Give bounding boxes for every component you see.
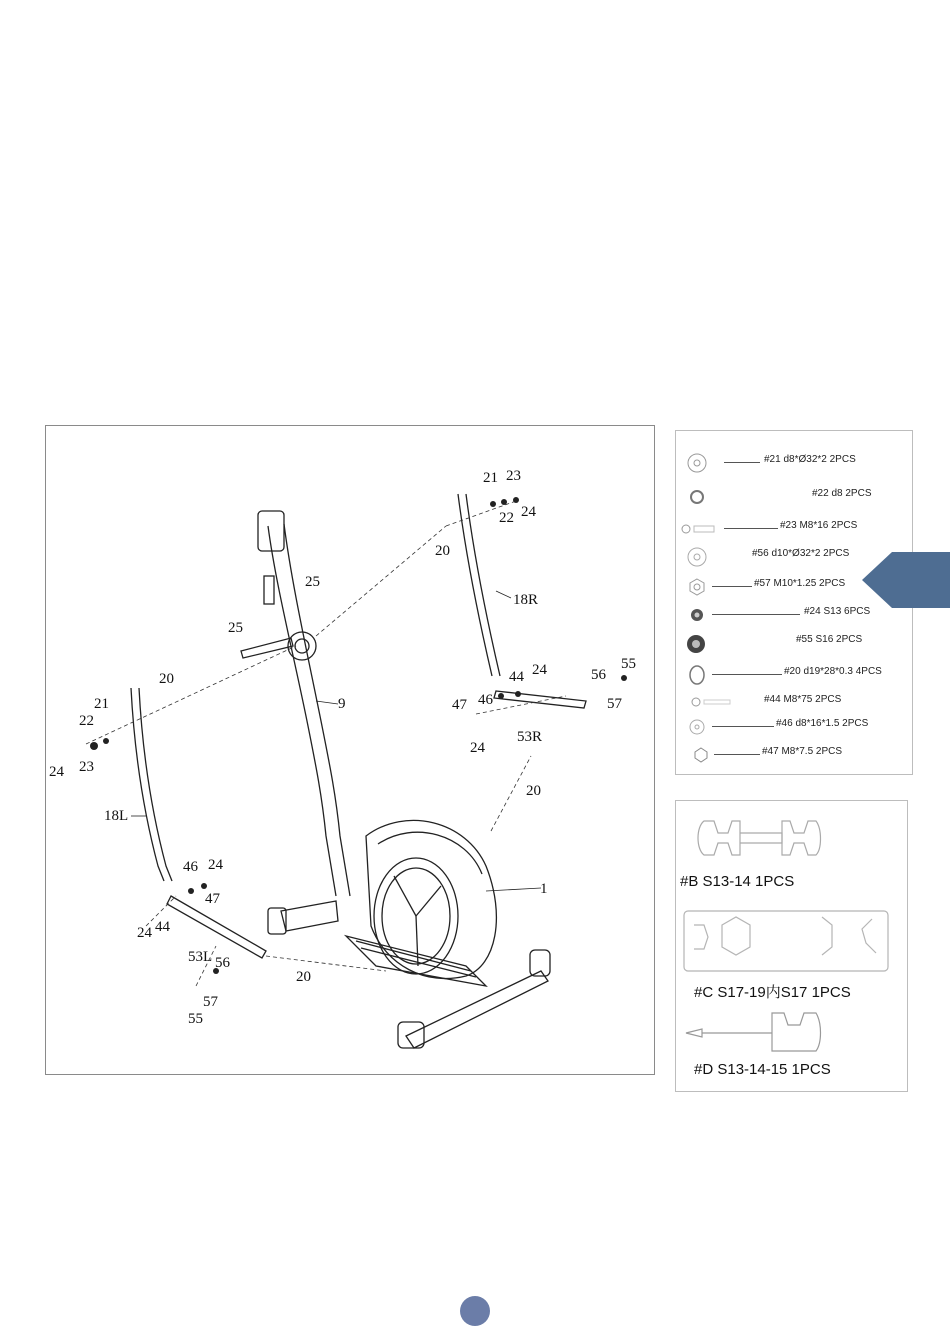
upright-post [268,526,336,896]
callout-21: 21 [483,470,498,486]
hardware-label: #24 S13 6PCS [804,606,871,617]
leader-line [724,528,778,529]
callout-21: 21 [94,696,109,712]
left-handlebar [131,688,164,881]
callout-20: 20 [296,969,311,985]
hardware-row [676,515,914,541]
tool-label: #C S17-19内S17 1PCS [694,984,851,1001]
spring-washer-icon [686,486,708,508]
callout-56: 56 [215,955,230,971]
hardware-row [676,713,914,739]
cap-nut-icon [686,604,708,626]
callout-20: 20 [435,543,450,559]
page-indicator-dot [460,1296,490,1326]
callout-24: 24 [532,662,547,678]
callout-24: 24 [137,925,152,941]
callout-56: 56 [591,667,606,683]
nut-icon [686,576,708,598]
wave-washer-icon [686,664,708,686]
callout-24: 24 [208,857,223,873]
hardware-label: #56 d10*Ø32*2 2PCS [752,548,850,559]
bolt-icon [690,692,736,712]
callout-46: 46 [478,692,493,708]
callout-44: 44 [509,669,524,685]
hardware-row [676,483,914,509]
callout-22: 22 [79,713,94,729]
leader-line [712,586,752,587]
leader-line [712,674,782,675]
hardware-row [676,629,914,655]
callout-55: 55 [621,656,636,672]
hardware-label: #47 M8*7.5 2PCS [762,746,843,757]
diagram-drawing [46,426,656,1076]
multi-wrench-icon [682,907,892,977]
nylon-nut-icon [690,744,712,766]
hardware-row [676,661,914,687]
callout-23: 23 [506,468,521,484]
leader-line [712,614,800,615]
hardware-label: #21 d8*Ø32*2 2PCS [764,454,856,465]
callout-18r: 18R [513,592,539,608]
flat-washer-icon [686,546,708,568]
tool-label: #D S13-14-15 1PCS [694,1061,831,1078]
callout-20: 20 [526,783,541,799]
callout-24: 24 [49,764,64,780]
callout-9: 9 [338,696,346,712]
callout-57: 57 [607,696,622,712]
callout-25: 25 [228,620,243,636]
callout-44: 44 [155,919,170,935]
screwdriver-wrench-icon [684,1009,824,1053]
callout-24: 24 [470,740,485,756]
hardware-label: #46 d8*16*1.5 2PCS [776,718,869,729]
hardware-label: #23 M8*16 2PCS [780,520,858,531]
right-handlebar [458,494,492,676]
hardware-row [676,449,914,475]
callout-1: 1 [540,881,548,897]
hardware-row [676,689,914,715]
callout-24: 24 [521,504,536,520]
callout-53l: 53L [188,949,213,965]
callout-57: 57 [203,994,218,1010]
front-stabilizer [406,971,548,1048]
callout-20: 20 [159,671,174,687]
callout-55: 55 [188,1011,203,1027]
callout-18l: 18L [104,808,129,824]
hardware-row [676,741,914,767]
hardware-label: #22 d8 2PCS [812,488,872,499]
tool-label: #B S13-14 1PCS [680,873,795,890]
hardware-label: #44 M8*75 2PCS [764,694,842,705]
callout-23: 23 [79,759,94,775]
open-wrench-icon [694,813,824,863]
section-tab-marker [862,552,950,608]
flat-washer-icon [686,716,708,738]
leader-line [712,726,774,727]
callout-25: 25 [305,574,320,590]
bolt-icon [680,518,720,540]
callout-53r: 53R [517,729,543,745]
hardware-label: #57 M10*1.25 2PCS [754,578,846,589]
flat-washer-icon [686,452,708,474]
callout-47: 47 [205,891,220,907]
callout-47: 47 [452,697,467,713]
exploded-assembly-diagram [45,425,655,1075]
callout-22: 22 [499,510,514,526]
tools-panel [675,800,908,1092]
leader-line [714,754,760,755]
hardware-label: #55 S16 2PCS [796,634,863,645]
leader-line [724,462,760,463]
right-pedal-arm [494,691,586,708]
cap-nut-icon [684,632,708,656]
callout-46: 46 [183,859,198,875]
hardware-label: #20 d19*28*0.3 4PCS [784,666,882,677]
